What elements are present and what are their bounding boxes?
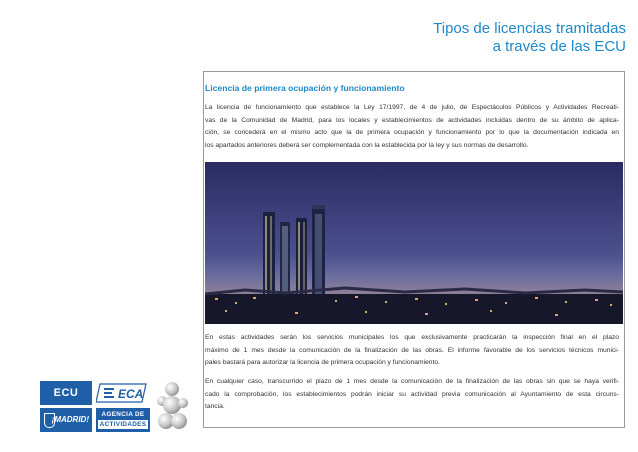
mascot-figure xyxy=(154,381,190,433)
intro-line: La licencia de funcionamiento que establece la Ley 17/1997, de 4 de julio, de Espectáculos Públicos y Actividades Recreati- xyxy=(205,104,619,111)
agencia-logo xyxy=(96,408,150,432)
para3-line: En cualquier caso, transcurrido el plazo de 1 mes desde la comunicación de la finalización de las obras sin que se haya verifi- xyxy=(205,378,619,385)
page-title-line2: a través de las ECU xyxy=(492,38,626,55)
para3-line: tancia. xyxy=(205,403,225,410)
paragraph-2 xyxy=(205,332,619,370)
skyline-illustration xyxy=(205,162,623,324)
ecu-logo: ECU xyxy=(40,381,92,405)
eca-logo xyxy=(96,381,150,405)
madrid-skyline-photo xyxy=(205,162,623,324)
logo-block xyxy=(40,381,190,433)
madrid-logo xyxy=(40,408,92,432)
madrid-logo-text: ¡MADRID! xyxy=(51,415,89,424)
madrid-shield-icon xyxy=(44,413,55,428)
eca-logo-text: ECA xyxy=(118,387,144,401)
section-title: Licencia de primera ocupación y funcionamiento xyxy=(205,83,405,93)
eca-logo-mark xyxy=(96,381,150,405)
intro-line: los apartados anteriores deberá ser complementada con la establecida por la ley y sus normas de desarrollo. xyxy=(205,141,529,149)
intro-paragraph xyxy=(205,102,619,152)
para2-line: En estas actividades serán los servicios municipales los que exclusivamente practicarán la inspección final en el plazo xyxy=(205,334,619,341)
agencia-line1: AGENCIA DE xyxy=(101,411,145,418)
page-title xyxy=(366,20,626,56)
intro-line: vas de la Comunidad de Madrid, para los locales y establecimientos de actividades incluidas dentro de su ámbito de aplica- xyxy=(205,116,619,124)
page-title-line1: Tipos de licencias tramitadas xyxy=(433,20,626,37)
intro-line: ción, se concederá en el mismo acto que la de primera ocupación y funcionamiento por lo que la documentación indicada en xyxy=(205,129,619,136)
mascot-icon xyxy=(154,381,190,433)
para2-line: pales bastará para autorizar la licencia de primera ocupación y funcionamiento. xyxy=(205,359,440,366)
para3-line: cado la comprobación, los establecimientos podrán iniciar su actividad previa comunicación al Ayuntamiento de esta circuns- xyxy=(205,390,619,398)
para2-line: máximo de 1 mes desde la comunicación de la finalización de las obras. El informe favorable de los servicios técnicos munici- xyxy=(205,346,619,354)
paragraph-3 xyxy=(205,376,619,414)
agencia-line2: ACTIVIDADES xyxy=(99,421,147,428)
